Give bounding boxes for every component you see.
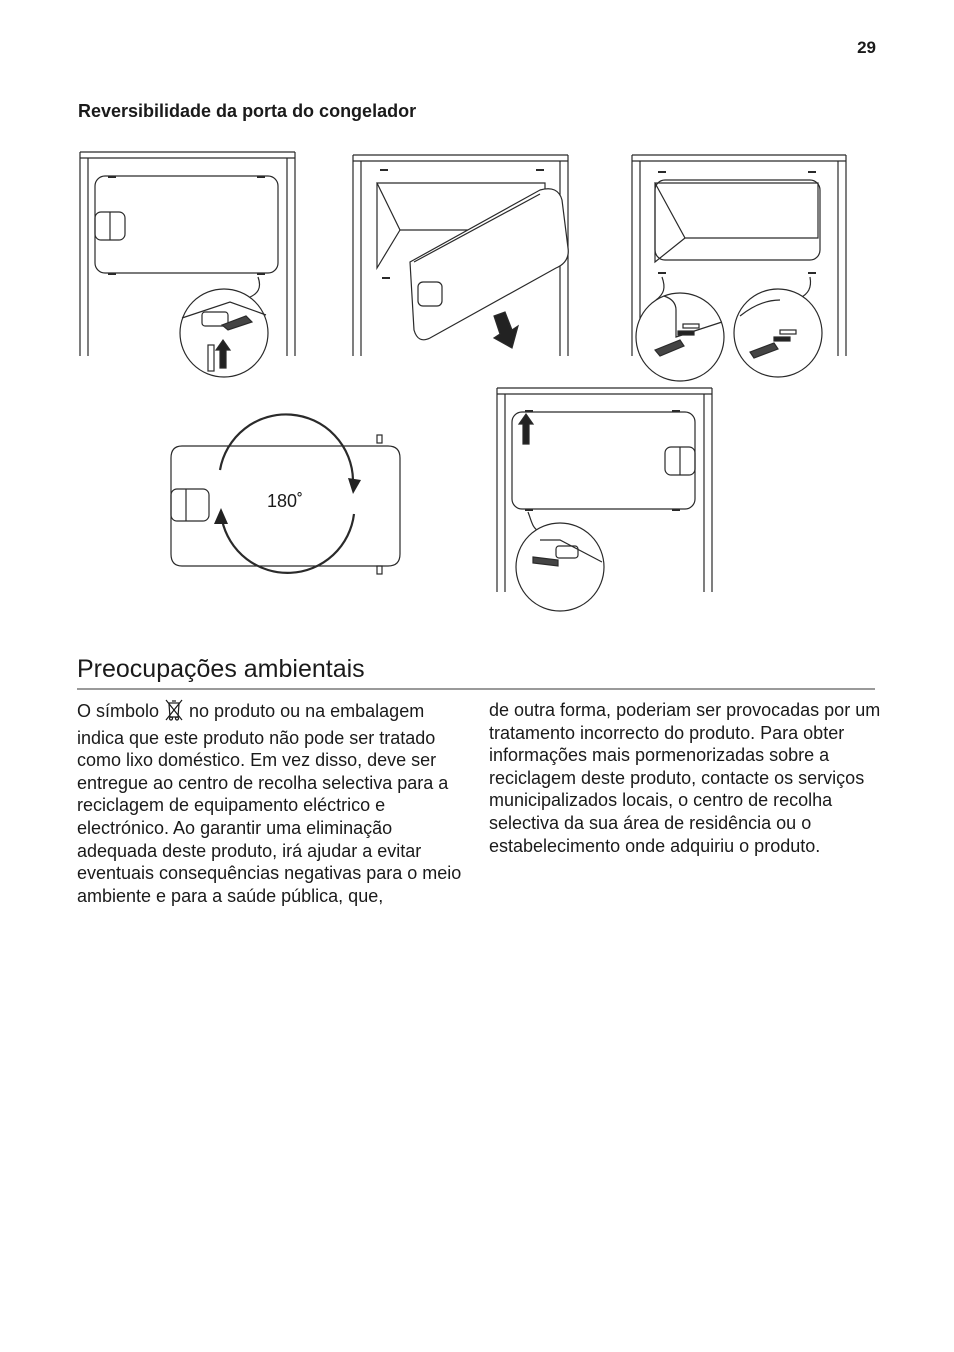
section-title: Preocupações ambientais [77,655,365,683]
page-number: 29 [857,38,876,57]
text-after-symbol: no produto ou na embalagem indica que este produto não pode ser tratado como lixo doméstico. Em vez disso, deve ser entregue ao centro de recolha selectiva para a reciclagem de equipamento eléctrico e electrónico. Ao garantir uma eliminação adequada deste produto, irá ajudar a evitar eventuais consequências negativas para o meio ambiente e para a saúde pública, que, [77,701,462,906]
step-5-panel [497,388,712,611]
door-reversal-illustration [0,0,954,640]
rotation-label: 180˚ [267,491,304,511]
text-before-symbol: O símbolo [77,701,160,721]
section-divider [77,688,875,690]
crossed-out-wheelie-bin-icon [165,699,183,727]
step-3-panel [632,155,846,381]
subheading: Reversibilidade da porta do congelador [78,101,417,121]
step-1-panel [80,152,295,377]
step-2-panel [353,155,568,356]
left-paragraph [77,699,469,907]
right-paragraph: de outra forma, poderiam ser provocadas por um tratamento incorrecto do produto. Para obter informações mais pormenorizadas sobre a reciclagem deste produto, contacte os serviços municipalizados locais, o centro de recolha selectiva da sua área de residência ou o estabelecimento onde adquiriu o produto. [489,700,881,856]
right-text-column [489,699,881,857]
left-text-column [77,699,469,907]
